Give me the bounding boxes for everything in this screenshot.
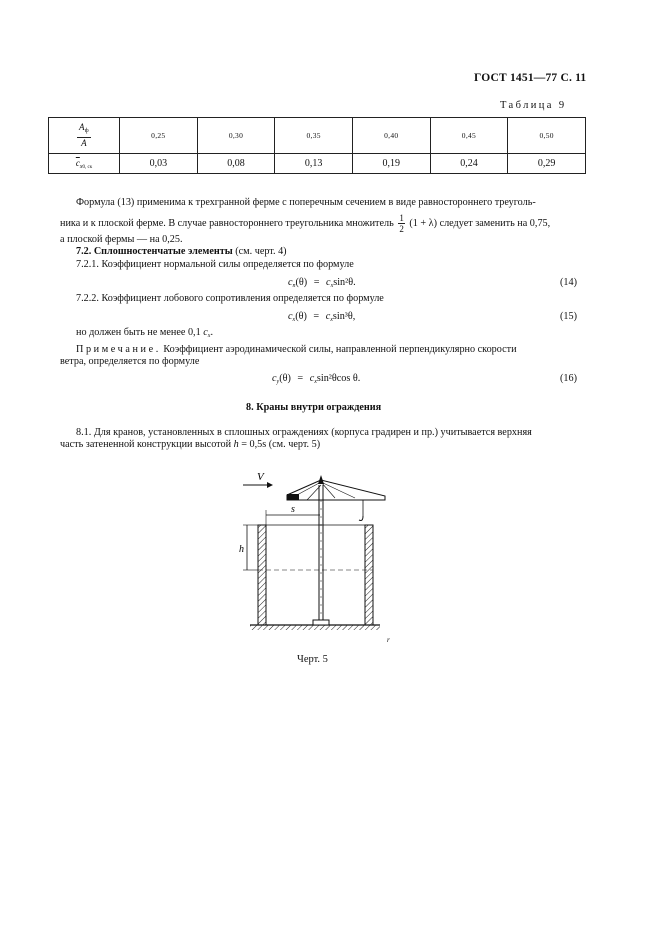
note-line2: ветра, определяется по формуле xyxy=(60,356,200,367)
table-cell: 0,08 xyxy=(197,154,275,174)
figure-5-crane-diagram xyxy=(235,460,405,650)
table-cell: 0,03 xyxy=(120,154,198,174)
table-cell: 0,50 xyxy=(508,118,586,154)
equation-15-number: (15) xyxy=(560,311,577,322)
right-wall xyxy=(365,525,373,625)
para-8-1-line1: 8.1. Для кранов, установленных в сплошных ограждениях (корпуса градирен и пр.) учитывается верхняя xyxy=(76,427,532,438)
equation-16-number: (16) xyxy=(560,373,577,384)
equation-14: $c_n(\theta) = c_x\sin^2\theta$. xyxy=(288,277,356,289)
table-cell: 0,13 xyxy=(275,154,353,174)
para-minimum: но должен быть не менее 0,1 $c_x$. xyxy=(76,327,213,339)
table-caption: Таблица 9 xyxy=(500,100,567,111)
equation-15: $c_x(\theta) = c_x\sin^3\theta$, xyxy=(288,311,356,323)
table-cell: 0,19 xyxy=(352,154,430,174)
wind-arrow-head xyxy=(267,482,273,488)
crane-top xyxy=(318,475,324,484)
para-8-1-line2: часть затененной конструкции высотой h = 0,5s (см. черт. 5) xyxy=(60,439,321,450)
row-head-ratio: $\frac{A_ф}{A}$ xyxy=(49,118,120,154)
s-label: s xyxy=(291,504,295,515)
table-cell: 0,35 xyxy=(275,118,353,154)
table-cell: 0,30 xyxy=(197,118,275,154)
crane-base xyxy=(313,620,329,625)
ground-hatch xyxy=(250,625,380,630)
note-line1: Примечание. Коэффициент аэродинамической силы, направленной перпендикулярно скорости xyxy=(76,344,517,355)
equation-16: $c_y(\theta) = c_x\sin^2\theta\cos$ θ. xyxy=(272,373,361,385)
section-7-2-title: 7.2. Сплошностенчатые элементы (см. черт. 4) xyxy=(76,246,287,257)
para1-line3: а плоской фермы — на 0,25. xyxy=(60,234,183,245)
table-cell: 0,24 xyxy=(430,154,508,174)
row-head-coef: $\overline{c}_{x0, cк}$ xyxy=(49,154,120,174)
r-label: r xyxy=(387,636,390,644)
counterweight xyxy=(287,494,299,500)
para1-line1: Формула (13) применима к трехгранной ферме с поперечным сечением в виде равностороннего треуголь- xyxy=(76,197,536,208)
table-cell: 0,29 xyxy=(508,154,586,174)
para-7-2-1: 7.2.1. Коэффициент нормальной силы определяется по формуле xyxy=(76,259,354,270)
h-label: h xyxy=(239,544,244,555)
table-9 xyxy=(48,117,586,174)
section-8-title: 8. Краны внутри ограждения xyxy=(246,402,382,413)
page-header: ГОСТ 1451—77 С. 11 xyxy=(474,72,587,84)
figure-caption: Черт. 5 xyxy=(297,654,328,665)
table-cell: 0,40 xyxy=(352,118,430,154)
table-row xyxy=(49,118,586,154)
table-cell: 0,45 xyxy=(430,118,508,154)
left-wall xyxy=(258,525,266,625)
para1-line2: ника и к плоской ферме. В случае равностороннего треугольника множитель $\frac{1}{2}$ (1 + λ) следует заменить на 0,75, xyxy=(60,213,551,234)
table-cell: 0,25 xyxy=(120,118,198,154)
wind-label: V xyxy=(257,471,264,483)
table-row xyxy=(49,154,586,174)
crane-jib xyxy=(287,480,385,500)
hook-icon xyxy=(359,516,363,521)
equation-14-number: (14) xyxy=(560,277,577,288)
para-7-2-2: 7.2.2. Коэффициент лобового сопротивления определяется по формуле xyxy=(76,293,384,304)
